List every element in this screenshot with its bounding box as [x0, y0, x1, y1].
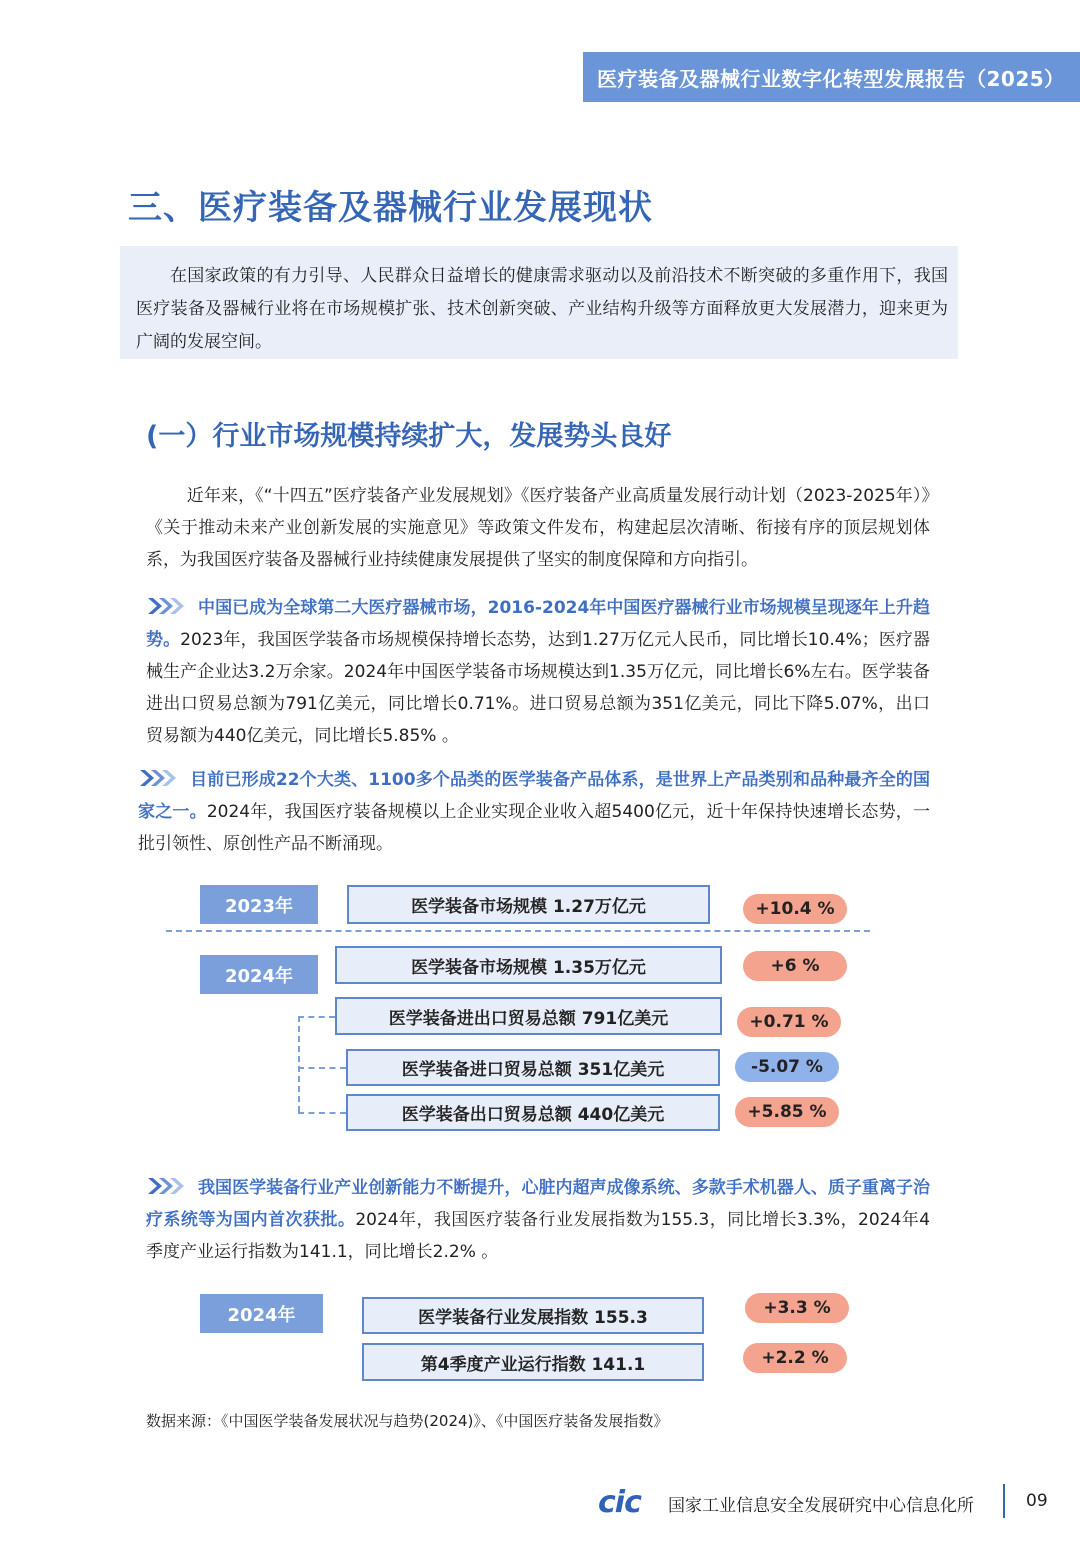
- product-text: 2024年，我国医疗装备规模以上企业实现企业收入超5400亿元，近十年保持快速增长态势，一批引领性、原创性产品不断涌现。: [138, 802, 931, 854]
- market-highlight: 中国已成为全球第二大医疗器械市场，2016-2024年中国医疗器械行业市场规模呈现逐年上升趋势。: [146, 598, 930, 650]
- change-q4-index: +2.2 %: [743, 1343, 847, 1373]
- year-divider: [166, 930, 870, 932]
- paragraph-policy: 近年来，《“十四五”医疗装备产业发展规划》《医疗装备产业高质量发展行动计划（2023-2025年）》《关于推动未来产业创新发展的实施意见》等政策文件发布，构建起层次清晰、衔接有序的顶层规划体系，为我国医疗装备及器械行业持续健康发展提供了坚实的制度保障和方向指引。: [146, 486, 930, 570]
- section-title: 三、医疗装备及器械行业发展现状: [128, 188, 653, 228]
- page-number: 09: [1026, 1491, 1048, 1511]
- paragraph-product-system: [138, 764, 930, 860]
- change-market-2024: +6 %: [743, 951, 847, 981]
- double-chevron-icon: [146, 597, 186, 615]
- paragraph-market: [146, 592, 930, 752]
- year-2024-index-box: 2024年: [200, 1294, 323, 1333]
- year-2023-box: 2023年: [200, 885, 318, 924]
- innovation-text: 2024年，我国医疗装备行业发展指数为155.3，同比增长3.3%，2024年4季度产业运行指数为141.1，同比增长2.2% 。: [146, 1210, 931, 1262]
- metric-market-2024: 医学装备市场规模 1.35万亿元: [335, 946, 722, 984]
- market-text: 2023年，我国医学装备市场规模保持增长态势，达到1.27万亿元人民币，同比增长10.4%；医疗器械生产企业达3.2万余家。2024年中国医学装备市场规模达到1.35万亿元，同比增长6%左右。医学装备进出口贸易总额为791亿美元，同比增长0.71%。进口贸易总额为351亿美元，同比下降5.07%，出口贸易额为440亿美元，同比增长5.85% 。: [146, 630, 931, 746]
- change-exports: +5.85 %: [735, 1097, 839, 1127]
- double-chevron-icon: [138, 769, 178, 787]
- year-2024-box: 2024年: [200, 955, 318, 994]
- metric-trade-total: 医学装备进出口贸易总额 791亿美元: [335, 997, 722, 1035]
- change-trade-total: +0.71 %: [737, 1007, 841, 1037]
- change-development-index: +3.3 %: [745, 1293, 849, 1323]
- metric-exports: 医学装备出口贸易总额 440亿美元: [346, 1094, 720, 1131]
- report-title: 医疗装备及器械行业数字化转型发展报告（2025）: [597, 67, 1065, 91]
- footer-organization: 国家工业信息安全发展研究中心信息化所: [668, 1496, 974, 1516]
- metric-imports: 医学装备进口贸易总额 351亿美元: [346, 1049, 720, 1086]
- report-header-bar: [583, 52, 1080, 102]
- paragraph-innovation: [146, 1172, 930, 1268]
- footer-divider: [1003, 1484, 1005, 1518]
- metric-development-index: 医学装备行业发展指数 155.3: [362, 1297, 704, 1334]
- metric-market-2023: 医学装备市场规模 1.27万亿元: [347, 885, 710, 924]
- innovation-highlight: 我国医学装备行业产业创新能力不断提升，心脏内超声成像系统、多款手术机器人、质子重离子治疗系统等为国内首次获批。: [146, 1178, 930, 1230]
- intro-text: 在国家政策的有力引导、人民群众日益增长的健康需求驱动以及前沿技术不断突破的多重作用下，我国医疗装备及器械行业将在市场规模扩张、技术创新突破、产业结构升级等方面释放更大发展潜力，迎来更为广阔的发展空间。: [136, 266, 948, 352]
- product-highlight: 目前已形成22个大类、1100多个品类的医学装备产品体系，是世界上产品类别和品种最齐全的国家之一。: [138, 770, 930, 822]
- bracket-line: [298, 1016, 335, 1018]
- change-market-2023: +10.4 %: [743, 894, 847, 924]
- data-source: 数据来源：《中国医学装备发展状况与趋势(2024)》、《中国医疗装备发展指数》: [146, 1412, 669, 1430]
- bracket-line: [298, 1067, 346, 1069]
- cic-logo: cic: [598, 1485, 641, 1520]
- double-chevron-icon: [146, 1177, 186, 1195]
- subsection-title: (一）行业市场规模持续扩大，发展势头良好: [146, 421, 672, 452]
- bracket-line: [298, 1016, 300, 1112]
- metric-q4-index: 第4季度产业运行指数 141.1: [362, 1343, 704, 1381]
- intro-box: [120, 246, 958, 359]
- change-imports: -5.07 %: [735, 1052, 839, 1082]
- bracket-line: [298, 1112, 346, 1114]
